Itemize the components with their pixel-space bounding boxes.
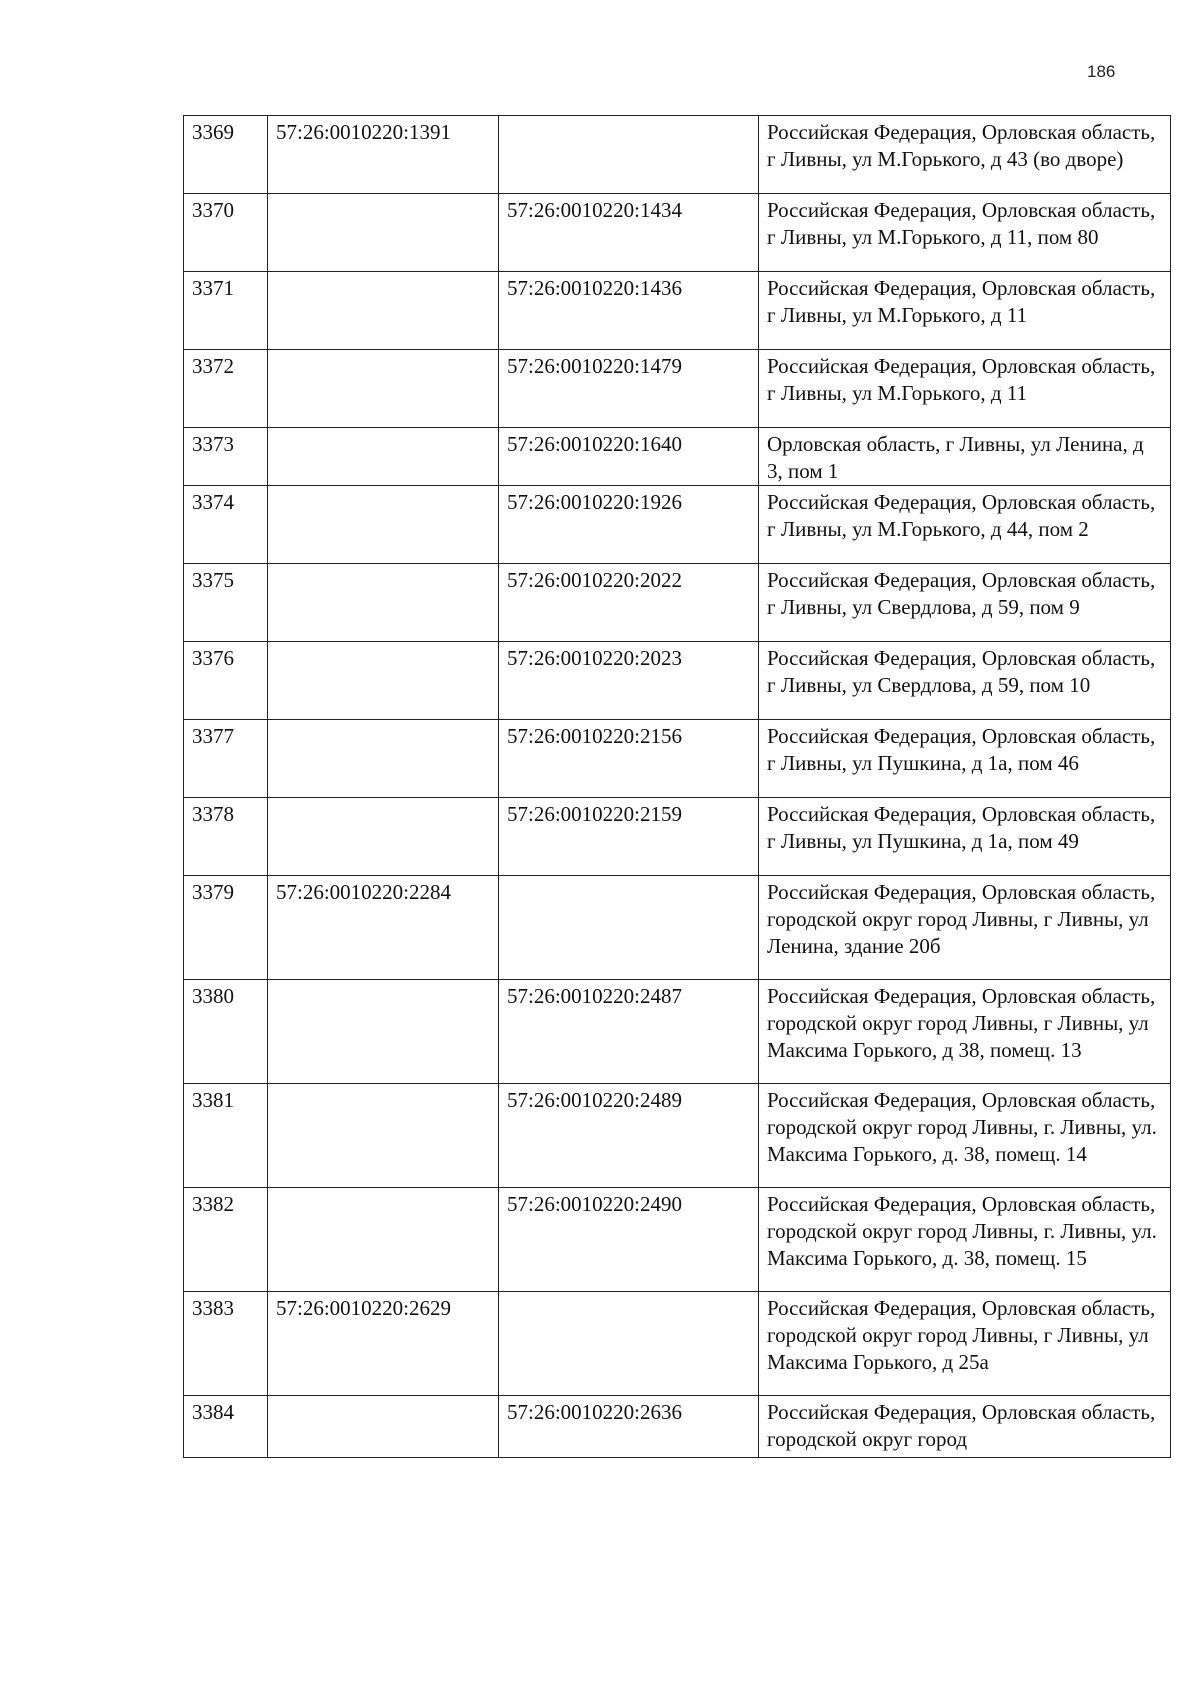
row-number-cell: 3376 [184, 642, 268, 720]
object-cadastral-cell: 57:26:0010220:2490 [499, 1188, 759, 1292]
address-cell: Российская Федерация, Орловская область, г Ливны, ул Пушкина, д 1а, пом 49 [759, 798, 1171, 876]
land-cadastral-cell [268, 428, 499, 486]
row-number-cell: 3371 [184, 272, 268, 350]
table-row [184, 1292, 1171, 1396]
object-cadastral-cell: 57:26:0010220:2023 [499, 642, 759, 720]
object-cadastral-cell [499, 116, 759, 194]
row-number-cell: 3379 [184, 876, 268, 980]
row-number-cell: 3382 [184, 1188, 268, 1292]
land-cadastral-cell [268, 798, 499, 876]
table-row [184, 428, 1171, 486]
address-cell: Российская Федерация, Орловская область, городской округ город Ливны, г. Ливны, ул. Максима Горького, д. 38, помещ. 14 [759, 1084, 1171, 1188]
object-cadastral-cell: 57:26:0010220:1434 [499, 194, 759, 272]
land-cadastral-cell: 57:26:0010220:2284 [268, 876, 499, 980]
row-number-cell: 3369 [184, 116, 268, 194]
object-cadastral-cell: 57:26:0010220:2156 [499, 720, 759, 798]
land-cadastral-cell [268, 980, 499, 1084]
object-cadastral-cell [499, 876, 759, 980]
object-cadastral-cell [499, 1292, 759, 1396]
object-cadastral-cell: 57:26:0010220:2022 [499, 564, 759, 642]
land-cadastral-cell [268, 272, 499, 350]
land-cadastral-cell [268, 720, 499, 798]
row-number-cell: 3370 [184, 194, 268, 272]
address-cell: Российская Федерация, Орловская область, городской округ город [759, 1396, 1171, 1458]
table-row [184, 1188, 1171, 1292]
table-row [184, 486, 1171, 564]
address-cell: Российская Федерация, Орловская область, г Ливны, ул М.Горького, д 44, пом 2 [759, 486, 1171, 564]
table-row [184, 798, 1171, 876]
row-number-cell: 3384 [184, 1396, 268, 1458]
land-cadastral-cell [268, 564, 499, 642]
table-row [184, 350, 1171, 428]
table-row [184, 876, 1171, 980]
address-cell: Российская Федерация, Орловская область, городской округ город Ливны, г Ливны, ул Максима Горького, д 25а [759, 1292, 1171, 1396]
table-row [184, 194, 1171, 272]
row-number-cell: 3383 [184, 1292, 268, 1396]
land-cadastral-cell: 57:26:0010220:2629 [268, 1292, 499, 1396]
address-cell: Российская Федерация, Орловская область, городской округ город Ливны, г Ливны, ул Ленина, здание 20б [759, 876, 1171, 980]
object-cadastral-cell: 57:26:0010220:2636 [499, 1396, 759, 1458]
address-cell: Российская Федерация, Орловская область, городской округ город Ливны, г. Ливны, ул. Максима Горького, д. 38, помещ. 15 [759, 1188, 1171, 1292]
table-row [184, 642, 1171, 720]
address-cell: Российская Федерация, Орловская область, городской округ город Ливны, г Ливны, ул Максима Горького, д 38, помещ. 13 [759, 980, 1171, 1084]
row-number-cell: 3373 [184, 428, 268, 486]
land-cadastral-cell [268, 642, 499, 720]
object-cadastral-cell: 57:26:0010220:1479 [499, 350, 759, 428]
table-row [184, 720, 1171, 798]
address-cell: Орловская область, г Ливны, ул Ленина, д 3, пом 1 [759, 428, 1171, 486]
address-cell: Российская Федерация, Орловская область, г Ливны, ул Свердлова, д 59, пом 10 [759, 642, 1171, 720]
row-number-cell: 3374 [184, 486, 268, 564]
table-row [184, 564, 1171, 642]
land-cadastral-cell [268, 194, 499, 272]
address-cell: Российская Федерация, Орловская область, г Ливны, ул Пушкина, д 1а, пом 46 [759, 720, 1171, 798]
registry-table [183, 115, 1171, 1458]
row-number-cell: 3375 [184, 564, 268, 642]
registry-table-body [184, 116, 1171, 1458]
object-cadastral-cell: 57:26:0010220:1436 [499, 272, 759, 350]
land-cadastral-cell [268, 1188, 499, 1292]
table-row [184, 980, 1171, 1084]
object-cadastral-cell: 57:26:0010220:2489 [499, 1084, 759, 1188]
table-row [184, 1396, 1171, 1458]
table-row [184, 272, 1171, 350]
land-cadastral-cell [268, 1396, 499, 1458]
land-cadastral-cell [268, 1084, 499, 1188]
row-number-cell: 3378 [184, 798, 268, 876]
row-number-cell: 3381 [184, 1084, 268, 1188]
object-cadastral-cell: 57:26:0010220:2487 [499, 980, 759, 1084]
row-number-cell: 3372 [184, 350, 268, 428]
row-number-cell: 3380 [184, 980, 268, 1084]
address-cell: Российская Федерация, Орловская область, г Ливны, ул М.Горького, д 11, пом 80 [759, 194, 1171, 272]
object-cadastral-cell: 57:26:0010220:1640 [499, 428, 759, 486]
address-cell: Российская Федерация, Орловская область, г Ливны, ул М.Горького, д 11 [759, 272, 1171, 350]
land-cadastral-cell [268, 486, 499, 564]
row-number-cell: 3377 [184, 720, 268, 798]
object-cadastral-cell: 57:26:0010220:2159 [499, 798, 759, 876]
address-cell: Российская Федерация, Орловская область, г Ливны, ул Свердлова, д 59, пом 9 [759, 564, 1171, 642]
object-cadastral-cell: 57:26:0010220:1926 [499, 486, 759, 564]
table-row [184, 116, 1171, 194]
page-number: 186 [1087, 62, 1116, 81]
address-cell: Российская Федерация, Орловская область, г Ливны, ул М.Горького, д 43 (во дворе) [759, 116, 1171, 194]
address-cell: Российская Федерация, Орловская область, г Ливны, ул М.Горького, д 11 [759, 350, 1171, 428]
table-row [184, 1084, 1171, 1188]
land-cadastral-cell: 57:26:0010220:1391 [268, 116, 499, 194]
land-cadastral-cell [268, 350, 499, 428]
